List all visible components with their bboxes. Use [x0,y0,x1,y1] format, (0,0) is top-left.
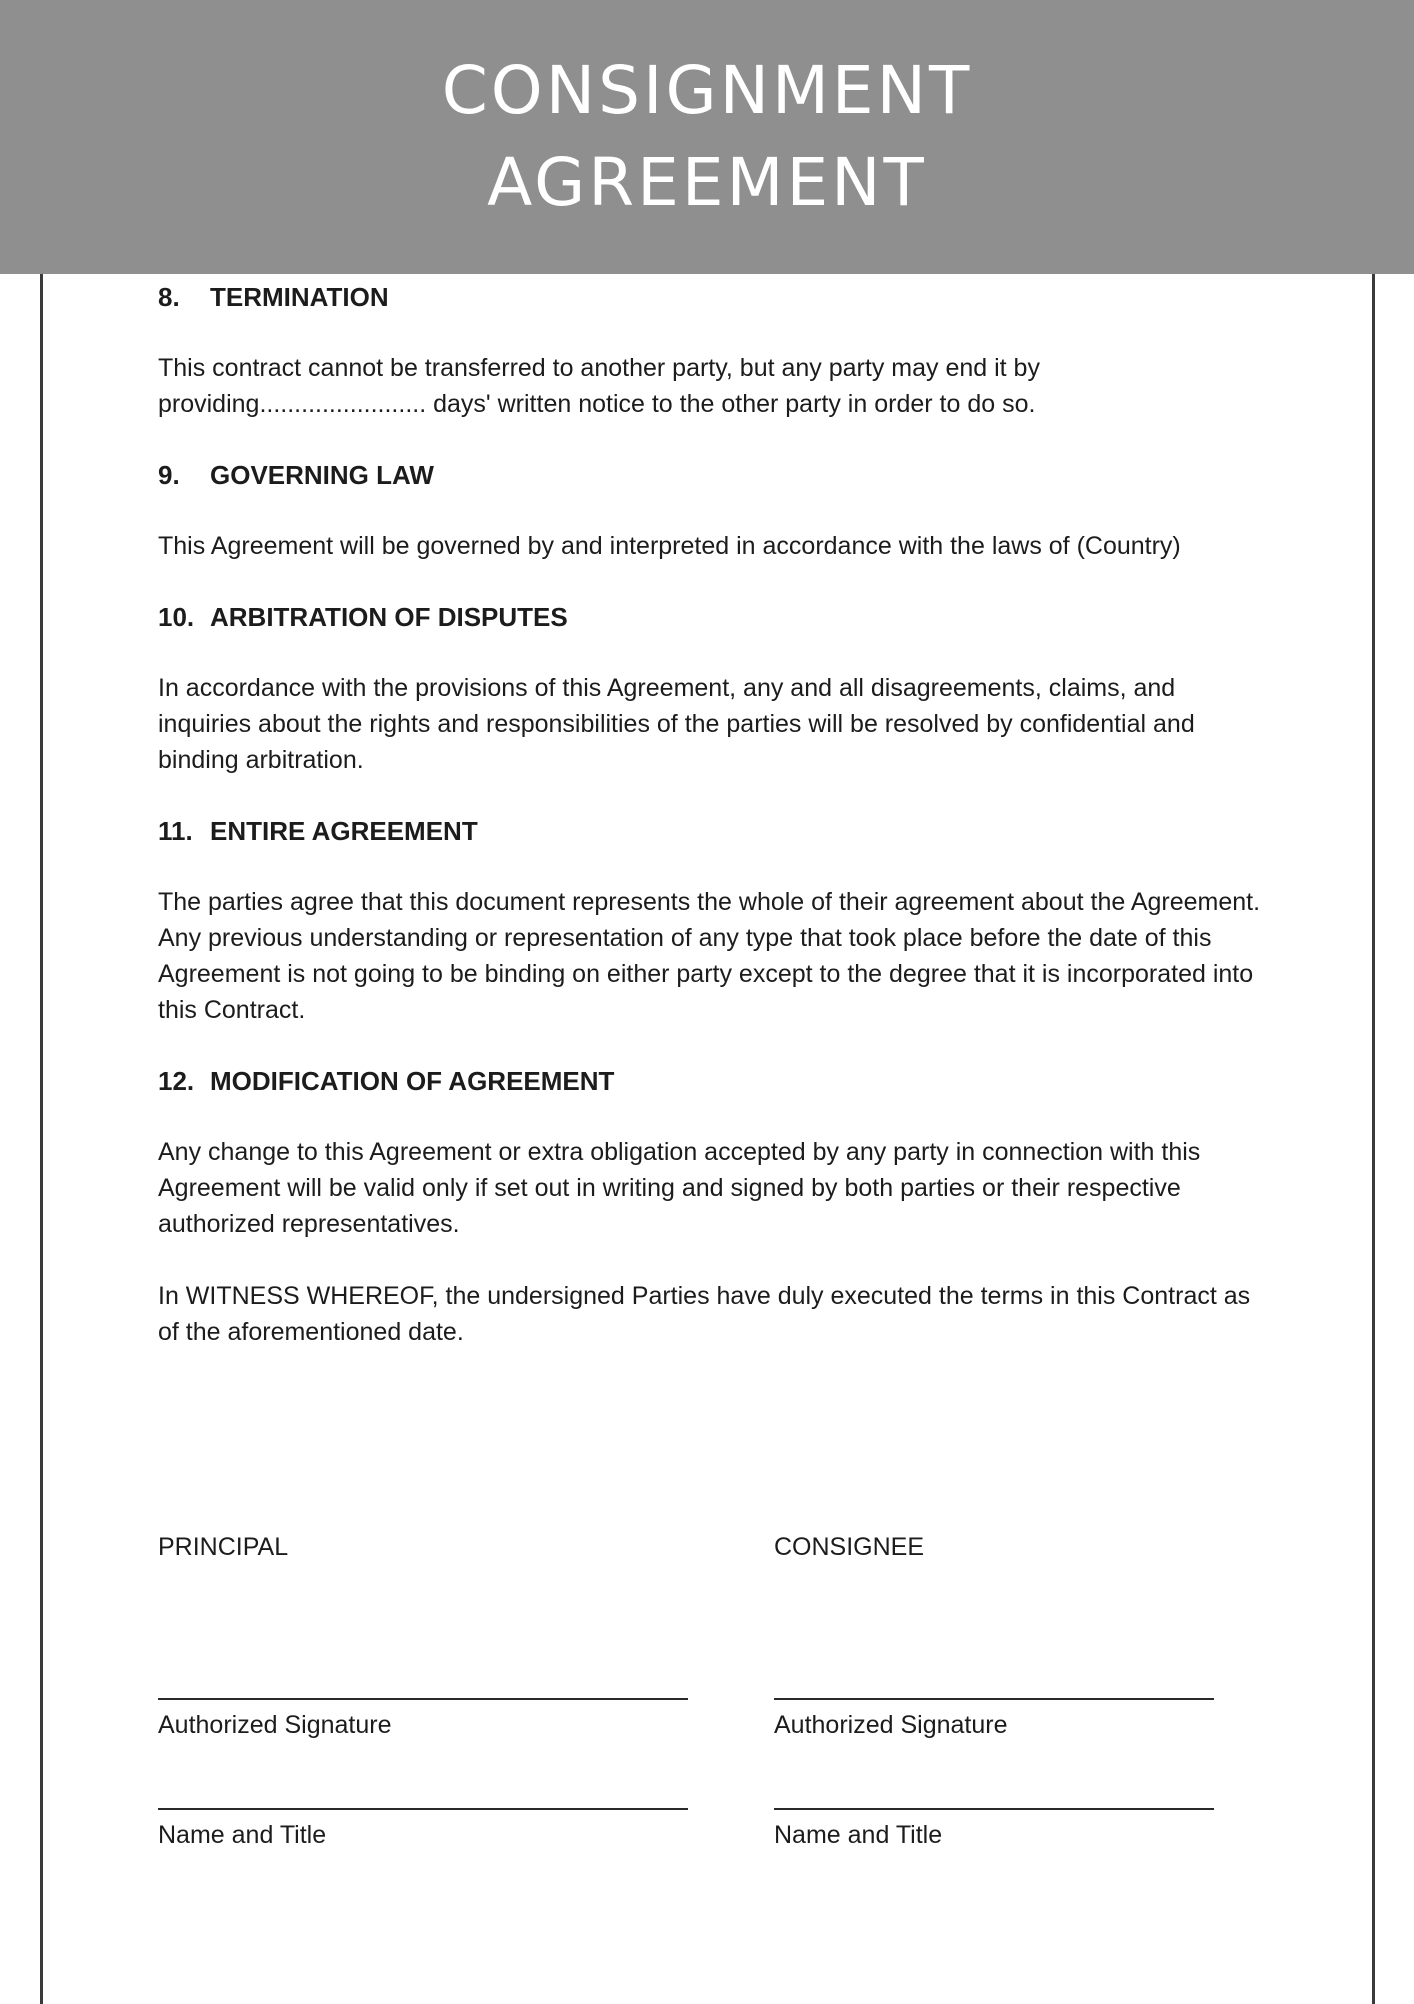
witness-statement: In WITNESS WHEREOF, the undersigned Parties have duly executed the terms in this Contract as of the aforementioned date. [158,1282,1251,1346]
section-heading-termination [158,280,1278,314]
section-number: 11. [158,816,193,846]
section-title: ARBITRATION OF DISPUTES [210,602,568,632]
section-text-modification: Any change to this Agreement or extra obligation accepted by any party in connection with this Agreement will be valid only if set out in writing and signed by both parties or their respective authorized representatives. [158,1138,1201,1238]
consignee-label: CONSIGNEE [774,1533,925,1561]
principal-signature-line[interactable] [158,1698,688,1700]
consignee-signature-line[interactable] [774,1698,1214,1700]
consignee-signature-caption: Authorized Signature [774,1711,1008,1739]
principal-name-caption: Name and Title [158,1821,327,1849]
document-title-line-2: AGREEMENT [487,144,927,221]
section-title: MODIFICATION OF AGREEMENT [210,1066,615,1096]
principal-signature-column [158,1530,688,1852]
section-number: 9. [158,460,180,490]
principal-label: PRINCIPAL [158,1533,289,1561]
section-number: 12. [158,1066,195,1096]
consignee-name-caption: Name and Title [774,1821,943,1849]
document-body [158,280,1278,1386]
section-text-termination: This contract cannot be transferred to another party, but any party may end it by providing........................ days' written notice to the other party in order to do so. [158,354,1040,418]
section-title: GOVERNING LAW [210,460,434,490]
section-text-entire-agreement: The parties agree that this document represents the whole of their agreement about the Agreement. Any previous understanding or representation of any type that took place before the date of this Agreement is not going to be binding on either party except to the degree that it is incorporated into this Contract. [158,888,1261,1024]
section-heading-entire-agreement [158,814,1278,848]
section-title: ENTIRE AGREEMENT [210,816,478,846]
signature-block [158,1530,1278,1860]
section-text-governing-law: This Agreement will be governed by and interpreted in accordance with the laws of (Country) [158,532,1181,560]
header-banner [0,0,1414,274]
section-heading-arbitration [158,600,1278,634]
section-number: 10. [158,602,195,632]
section-heading-modification [158,1064,1278,1098]
principal-name-line[interactable] [158,1808,688,1810]
section-title: TERMINATION [210,282,389,312]
principal-signature-caption: Authorized Signature [158,1711,392,1739]
consignee-signature-column [774,1530,1214,1852]
section-heading-governing-law [158,458,1278,492]
section-number: 8. [158,282,180,312]
section-text-arbitration: In accordance with the provisions of this Agreement, any and all disagreements, claims, and inquiries about the rights and responsibilities of the parties will be resolved by confidential and binding arbitration. [158,674,1195,774]
document-title-line-1: CONSIGNMENT [441,52,973,129]
consignee-name-line[interactable] [774,1808,1214,1810]
